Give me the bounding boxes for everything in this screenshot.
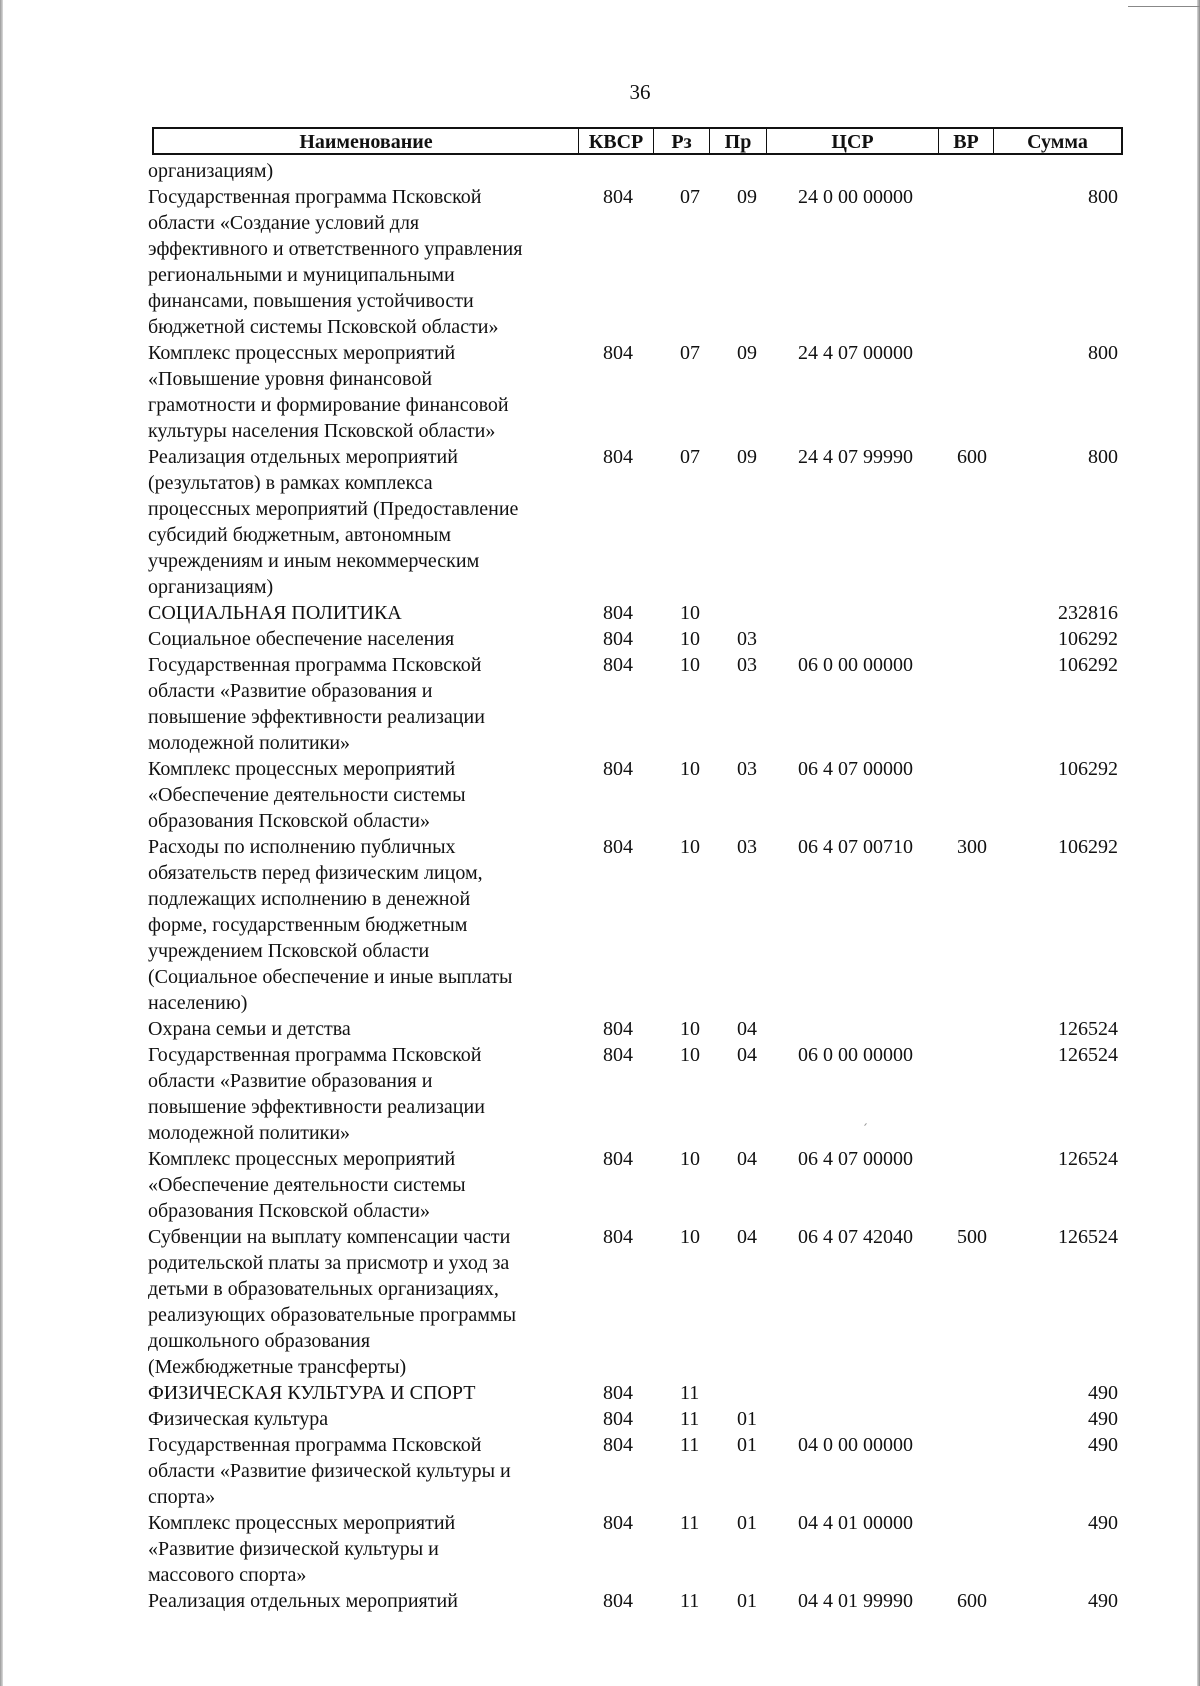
row-name: Расходы по исполнению публичных обязательств перед физическим лицом, подлежащих исполнению в денежной форме, государственным бюджетным учреждением Псковской области (Социальное обеспечение и иные выплаты населению) bbox=[148, 836, 513, 1014]
row-pr: 01 bbox=[737, 1590, 757, 1612]
table-row bbox=[0, 652, 1200, 756]
row-name: Государственная программа Псковской области «Развитие образования и повышение эффективности реализации молодежной политики» bbox=[148, 1044, 485, 1144]
row-pr: 01 bbox=[737, 1512, 757, 1534]
row-sum: 126524 bbox=[1058, 1044, 1118, 1066]
row-sum: 106292 bbox=[1058, 836, 1118, 858]
table-row bbox=[0, 1042, 1200, 1146]
row-rz: 10 bbox=[680, 1044, 700, 1066]
row-kvsr: 804 bbox=[603, 1018, 633, 1040]
row-name: Охрана семьи и детства bbox=[148, 1018, 351, 1040]
row-rz: 10 bbox=[680, 1018, 700, 1040]
table-row bbox=[0, 600, 1200, 626]
row-name: СОЦИАЛЬНАЯ ПОЛИТИКА bbox=[148, 602, 402, 624]
row-csr: 06 0 00 00000 bbox=[798, 1044, 913, 1066]
header-rz: Рз bbox=[671, 131, 692, 153]
table-row bbox=[0, 1432, 1200, 1510]
row-pr: 04 bbox=[737, 1044, 757, 1066]
row-vr: 500 bbox=[957, 1226, 987, 1248]
header-pr: Пр bbox=[724, 131, 752, 153]
row-kvsr: 804 bbox=[603, 186, 633, 208]
row-rz: 11 bbox=[680, 1408, 700, 1430]
row-kvsr: 804 bbox=[603, 836, 633, 858]
row-sum: 126524 bbox=[1058, 1226, 1118, 1248]
row-pr: 01 bbox=[737, 1434, 757, 1456]
table-header bbox=[152, 127, 1123, 155]
row-sum: 490 bbox=[1088, 1512, 1118, 1534]
header-csr: ЦСР bbox=[831, 131, 874, 153]
row-csr: 06 4 07 00710 bbox=[798, 836, 913, 858]
row-name: ФИЗИЧЕСКАЯ КУЛЬТУРА И СПОРТ bbox=[148, 1382, 476, 1404]
page-number: 36 bbox=[629, 80, 651, 104]
row-rz: 07 bbox=[680, 186, 700, 208]
row-csr: 04 4 01 00000 bbox=[798, 1512, 913, 1534]
row-name: Комплекс процессных мероприятий «Обеспечение деятельности системы образования Псковской области» bbox=[148, 1148, 466, 1222]
row-rz: 10 bbox=[680, 836, 700, 858]
row-pr: 01 bbox=[737, 1408, 757, 1430]
row-rz: 11 bbox=[680, 1382, 700, 1404]
row-name: Государственная программа Псковской области «Развитие физической культуры и спорта» bbox=[148, 1434, 511, 1508]
table-row bbox=[0, 834, 1200, 1016]
row-name: Государственная программа Псковской области «Создание условий для эффективного и ответственного управления региональными и муниципальными финансами, повышения устойчивости бюджетной системы Псковской области» bbox=[148, 186, 523, 338]
row-pr: 03 bbox=[737, 628, 757, 650]
row-sum: 232816 bbox=[1058, 602, 1118, 624]
row-vr: 600 bbox=[957, 1590, 987, 1612]
row-pr: 04 bbox=[737, 1226, 757, 1248]
row-sum: 106292 bbox=[1058, 654, 1118, 676]
row-name: Комплекс процессных мероприятий «Обеспечение деятельности системы образования Псковской области» bbox=[148, 758, 466, 832]
row-pr: 03 bbox=[737, 758, 757, 780]
row-csr: 04 4 01 99990 bbox=[798, 1590, 913, 1612]
table-row bbox=[0, 1224, 1200, 1380]
row-csr: 06 4 07 42040 bbox=[798, 1226, 913, 1248]
table-row bbox=[0, 1588, 1200, 1614]
row-sum: 800 bbox=[1088, 186, 1118, 208]
row-name: Субвенции на выплату компенсации части родительской платы за присмотр и уход за детьми в образовательных организациях, реализующих образовательные программы дошкольного образования (Межбюджетные трансферты) bbox=[148, 1226, 517, 1378]
table-row bbox=[0, 1406, 1200, 1432]
row-csr: 06 0 00 00000 bbox=[798, 654, 913, 676]
scan-corner-mark bbox=[1128, 0, 1200, 7]
row-rz: 10 bbox=[680, 654, 700, 676]
table-row bbox=[0, 626, 1200, 652]
table-row bbox=[0, 158, 1200, 184]
row-rz: 07 bbox=[680, 446, 700, 468]
row-kvsr: 804 bbox=[603, 1226, 633, 1248]
row-kvsr: 804 bbox=[603, 1408, 633, 1430]
row-pr: 09 bbox=[737, 342, 757, 364]
row-rz: 07 bbox=[680, 342, 700, 364]
row-name: Реализация отдельных мероприятий (результатов) в рамках комплекса процессных мероприятий (Предоставление субсидий бюджетным, автономным учреждениям и иным некоммерческим организациям) bbox=[148, 446, 519, 598]
table-row bbox=[0, 1016, 1200, 1042]
row-sum: 126524 bbox=[1058, 1018, 1118, 1040]
table-row bbox=[0, 756, 1200, 834]
table-row bbox=[0, 444, 1200, 600]
row-sum: 106292 bbox=[1058, 628, 1118, 650]
row-sum: 106292 bbox=[1058, 758, 1118, 780]
row-pr: 04 bbox=[737, 1148, 757, 1170]
row-rz: 10 bbox=[680, 602, 700, 624]
row-name: Государственная программа Псковской области «Развитие образования и повышение эффективности реализации молодежной политики» bbox=[148, 654, 485, 754]
table-row bbox=[0, 1146, 1200, 1224]
row-sum: 800 bbox=[1088, 446, 1118, 468]
table-row bbox=[0, 184, 1200, 340]
header-kvsr: КВСР bbox=[588, 131, 644, 153]
row-name: организациям) bbox=[148, 160, 274, 182]
row-csr: 24 4 07 99990 bbox=[798, 446, 913, 468]
row-sum: 126524 bbox=[1058, 1148, 1118, 1170]
row-csr: 24 4 07 00000 bbox=[798, 342, 913, 364]
row-name: Комплекс процессных мероприятий «Повышение уровня финансовой грамотности и формирование финансовой культуры населения Псковской области» bbox=[148, 342, 509, 442]
row-sum: 800 bbox=[1088, 342, 1118, 364]
row-kvsr: 804 bbox=[603, 1512, 633, 1534]
table-row bbox=[0, 1380, 1200, 1406]
row-kvsr: 804 bbox=[603, 654, 633, 676]
row-kvsr: 804 bbox=[603, 342, 633, 364]
row-csr: 04 0 00 00000 bbox=[798, 1434, 913, 1456]
row-pr: 04 bbox=[737, 1018, 757, 1040]
row-kvsr: 804 bbox=[603, 602, 633, 624]
row-sum: 490 bbox=[1088, 1590, 1118, 1612]
row-name: Реализация отдельных мероприятий bbox=[148, 1590, 458, 1612]
header-vr: ВР bbox=[953, 131, 979, 153]
row-kvsr: 804 bbox=[603, 1590, 633, 1612]
table-row bbox=[0, 340, 1200, 444]
row-kvsr: 804 bbox=[603, 446, 633, 468]
row-kvsr: 804 bbox=[603, 1044, 633, 1066]
table-body bbox=[0, 158, 1200, 1614]
row-kvsr: 804 bbox=[603, 628, 633, 650]
row-csr: 06 4 07 00000 bbox=[798, 758, 913, 780]
row-name: Физическая культура bbox=[148, 1408, 329, 1430]
row-rz: 10 bbox=[680, 1148, 700, 1170]
row-sum: 490 bbox=[1088, 1382, 1118, 1404]
row-rz: 10 bbox=[680, 758, 700, 780]
row-csr: 06 4 07 00000 bbox=[798, 1148, 913, 1170]
row-csr: 24 0 00 00000 bbox=[798, 186, 913, 208]
row-kvsr: 804 bbox=[603, 758, 633, 780]
row-rz: 11 bbox=[680, 1434, 700, 1456]
row-rz: 11 bbox=[680, 1512, 700, 1534]
row-sum: 490 bbox=[1088, 1434, 1118, 1456]
row-pr: 09 bbox=[737, 186, 757, 208]
row-rz: 10 bbox=[680, 628, 700, 650]
row-pr: 03 bbox=[737, 836, 757, 858]
row-kvsr: 804 bbox=[603, 1434, 633, 1456]
row-sum: 490 bbox=[1088, 1408, 1118, 1430]
header-name: Наименование bbox=[299, 131, 433, 153]
header-sum: Сумма bbox=[1027, 131, 1088, 153]
row-name: Комплекс процессных мероприятий «Развитие физической культуры и массового спорта» bbox=[148, 1512, 456, 1586]
row-vr: 600 bbox=[957, 446, 987, 468]
row-kvsr: 804 bbox=[603, 1148, 633, 1170]
row-name: Социальное обеспечение населения bbox=[148, 628, 455, 650]
row-rz: 10 bbox=[680, 1226, 700, 1248]
row-kvsr: 804 bbox=[603, 1382, 633, 1404]
row-vr: 300 bbox=[957, 836, 987, 858]
row-rz: 11 bbox=[680, 1590, 700, 1612]
row-pr: 03 bbox=[737, 654, 757, 676]
table-row bbox=[0, 1510, 1200, 1588]
row-pr: 09 bbox=[737, 446, 757, 468]
